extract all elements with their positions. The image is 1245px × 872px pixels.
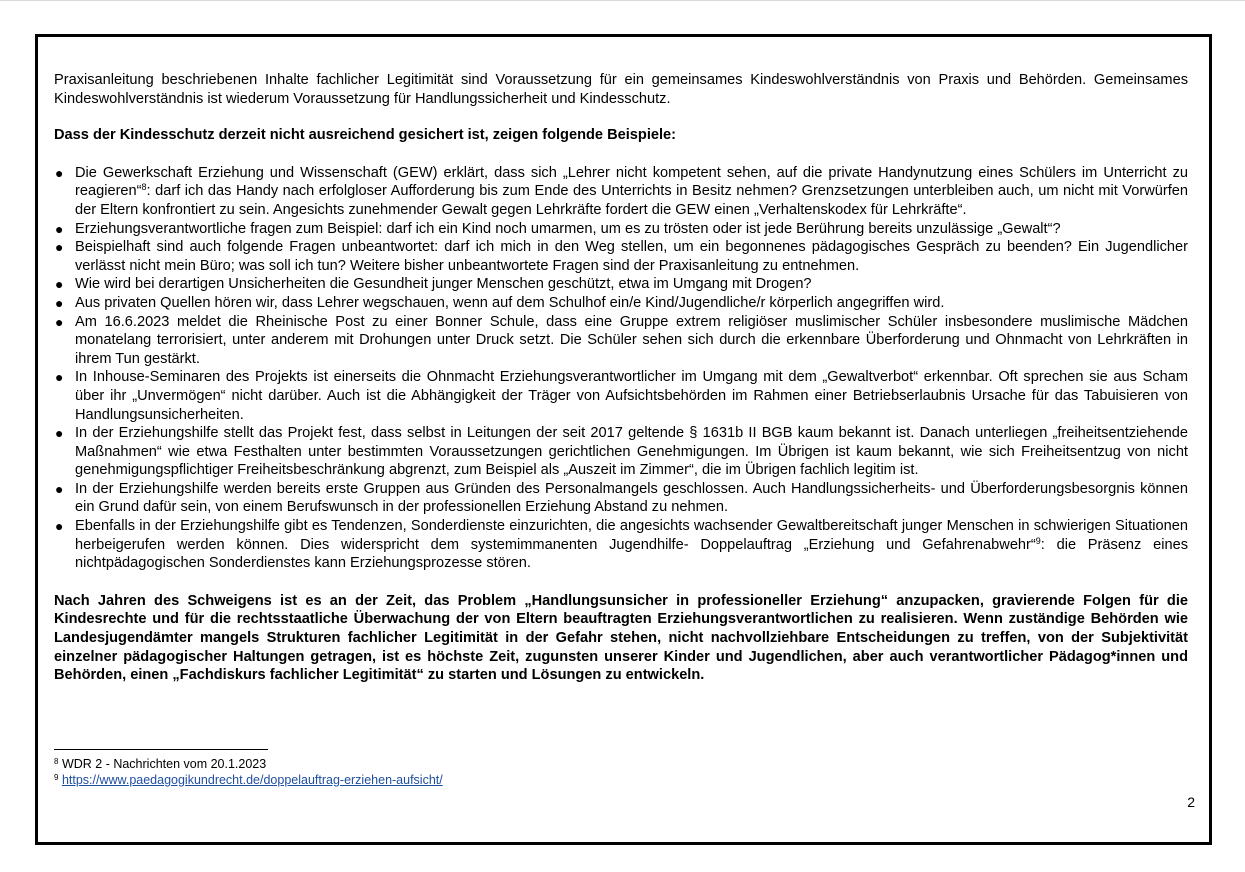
conclusion-paragraph: Nach Jahren des Schweigens ist es an der Zeit, das Problem „Handlungsunsicher in professioneller Erziehung“ anzupacken, gravierende Folgen für die Kindesrechte und für die rechtsstaatliche Überwachung der von Eltern beauftragten Erziehungsverantwortlichen zu realisieren. Wenn zuständige Behörden wie Landesjugendämter mangels Strukturen fachlicher Legitimität in der Gefahr stehen, nicht nachvollziehbare Entscheidungen zu treffen, von der Subjektivität einzelner pädagogischer Haltungen getragen, ist es höchste Zeit, zugunsten unserer Kinder und Jugendlichen, aber auch verantwortlicher Pädagog*innen und Behörden, einen „Fachdiskurs fachlicher Legitimität“ zu starten und Lösungen zu entwickeln. xyxy=(54,592,1188,684)
list-item-text: Aus privaten Quellen hören wir, dass Lehrer wegschauen, wenn auf dem Schulhof ein/e Kind/Jugendliche/r körperlich angegriffen wird. xyxy=(75,294,945,311)
list-item xyxy=(54,275,1188,294)
intro-paragraph: Praxisanleitung beschriebenen Inhalte fachlicher Legitimität sind Voraussetzung für ein gemeinsames Kindeswohlverständnis von Praxis und Behörden. Gemeinsames Kindeswohlverständnis ist wiederum Voraussetzung für Handlungssicherheit und Kindesschutz. xyxy=(54,72,1188,107)
list-item-text: Die Gewerkschaft Erziehung und Wissenschaft (GEW) erklärt, dass sich „Lehrer nicht kompetent sehen, auf die private Handynutzung eines Schülers im Unterricht zu reagieren“ xyxy=(75,164,1188,200)
bullet-icon: ● xyxy=(55,313,64,330)
list-item xyxy=(54,294,1188,313)
section-heading: Dass der Kindesschutz derzeit nicht ausreichend gesichert ist, zeigen folgende Beispiele: xyxy=(54,127,677,144)
list-item xyxy=(54,368,1188,424)
list-item-text: Am 16.6.2023 meldet die Rheinische Post zu einer Bonner Schule, dass eine Gruppe extrem religiöser muslimischer Schüler insbesondere muslimische Mädchen monatelang terrorisiert, unter anderem mit Drohungen unter Druck setzt. Die Schüler sehen sich durch die erkennbare Überforderung und Ohnmacht von Lehrkräften in ihrem Tun gestärkt. xyxy=(75,313,1188,367)
list-item xyxy=(54,164,1188,220)
footnote-8 xyxy=(54,756,754,772)
page-body xyxy=(54,71,1188,685)
examples-list xyxy=(54,164,1188,573)
list-item-text: In der Erziehungshilfe werden bereits erste Gruppen aus Gründen des Personalmangels geschlossen. Auch Handlungssicherheits- und Überforderungsbesorgnis können ein Grund dafür sein, von einem Berufswunsch in der professionellen Erziehung Abstand zu nehmen. xyxy=(75,480,1188,516)
bullet-icon: ● xyxy=(55,480,64,497)
list-item-text-continued: : die Präsenz eines nichtpädagogischen Sonderdienstes kann Erziehungsprozesse stören. xyxy=(75,536,1188,572)
bullet-icon: ● xyxy=(55,239,64,256)
bullet-icon: ● xyxy=(55,518,64,535)
list-item xyxy=(54,480,1188,517)
footnotes xyxy=(54,756,754,788)
bullet-icon: ● xyxy=(55,294,64,311)
footnote-number: 9 xyxy=(54,773,59,782)
footnote-divider xyxy=(54,749,268,750)
bullet-icon: ● xyxy=(55,164,64,181)
list-item xyxy=(54,238,1188,275)
window-top-edge xyxy=(0,0,1245,1)
footnote-ref: 9 xyxy=(1035,535,1041,546)
list-item xyxy=(54,313,1188,369)
list-item xyxy=(54,220,1188,239)
list-item-text: Erziehungsverantwortliche fragen zum Beispiel: darf ich ein Kind noch umarmen, um es zu trösten oder ist jede Berührung bereits unzulässige „Gewalt“? xyxy=(75,220,1061,237)
list-item xyxy=(54,517,1188,573)
list-item-text: Beispielhaft sind auch folgende Fragen unbeantwortet: darf ich mich in den Weg stellen, um ein begonnenes pädagogisches Gespräch zu beenden? Ein Jugendlicher verlässt nicht mein Büro; was soll ich tun? Weitere bisher unbeantwortete Fragen sind der Praxisanleitung zu entnehmen. xyxy=(75,239,1188,274)
list-item-text: In Inhouse-Seminaren des Projekts ist einerseits die Ohnmacht Erziehungsverantwortlicher im Umgang mit dem „Gewaltverbot“ erkennbar. Oft sprechen sie aus Scham über ihr „Unvermögen“ nicht darüber. Auch ist die Abhängigkeit der Träger von Aufsichtsbehörden im Rahmen einer Betriebserlaubnis Ursache für das Tabuisieren von Handlungsunsicherheiten. xyxy=(75,369,1188,423)
list-item-text: Ebenfalls in der Erziehungshilfe gibt es Tendenzen, Sonderdienste einzurichten, die angesichts wachsender Gewaltbereitschaft junger Menschen in schwierigen Situationen herbeigerufen werden können. Dies widerspricht dem systemimmanenten Jugendhilfe- Doppelauftrag „Erziehung und Gefahrenabwehr“ xyxy=(75,518,1188,553)
bullet-icon: ● xyxy=(55,220,64,237)
footnote-link[interactable]: https://www.paedagogikundrecht.de/doppelauftrag-erziehen-aufsicht/ xyxy=(61,773,443,787)
page-frame xyxy=(35,34,1212,845)
list-item xyxy=(54,424,1188,480)
footnote-ref: 8 xyxy=(141,182,147,193)
footnote-text: WDR 2 - Nachrichten vom 20.1.2023 xyxy=(61,757,267,771)
bullet-icon: ● xyxy=(55,276,64,293)
list-item-text: In der Erziehungshilfe stellt das Projekt fest, dass selbst in Leitungen der seit 2017 geltende § 1631b II BGB kaum bekannt ist. Danach unterliegen „freiheitsentziehende Maßnahmen“ wie etwa Festhalten unter bestimmten Voraussetzungen gerichtlichen Genehmigungen. Im Übrigen ist kaum bekannt, wie sich Freiheitsentzug von nicht genehmigungspflichtiger Freiheitsbeschränkung abgrenzt, zum Beispiel als „Auszeit im Zimmer“, die im Übrigen fachlich legitim ist. xyxy=(75,425,1188,479)
page-number: 2 xyxy=(1187,794,1195,810)
bullet-icon: ● xyxy=(55,425,64,442)
bullet-icon: ● xyxy=(55,369,64,386)
list-item-text: Wie wird bei derartigen Unsicherheiten die Gesundheit junger Menschen geschützt, etwa im Umgang mit Drogen? xyxy=(75,276,812,293)
footnote-number: 8 xyxy=(54,757,59,766)
footnote-9 xyxy=(54,772,754,788)
list-item-text-continued: : darf ich das Handy nach erfolgloser Aufforderung bis zum Ende des Unterrichts in Besitz nehmen? Grenzsetzungen unterbleiben auch, um nicht mit Vorwürfen der Eltern konfrontiert zu sein. Angesichts zunehmender Gewalt gegen Lehrkräfte fordert die GEW einen „Verhaltenskodex für Lehrkräfte“. xyxy=(75,183,1188,218)
